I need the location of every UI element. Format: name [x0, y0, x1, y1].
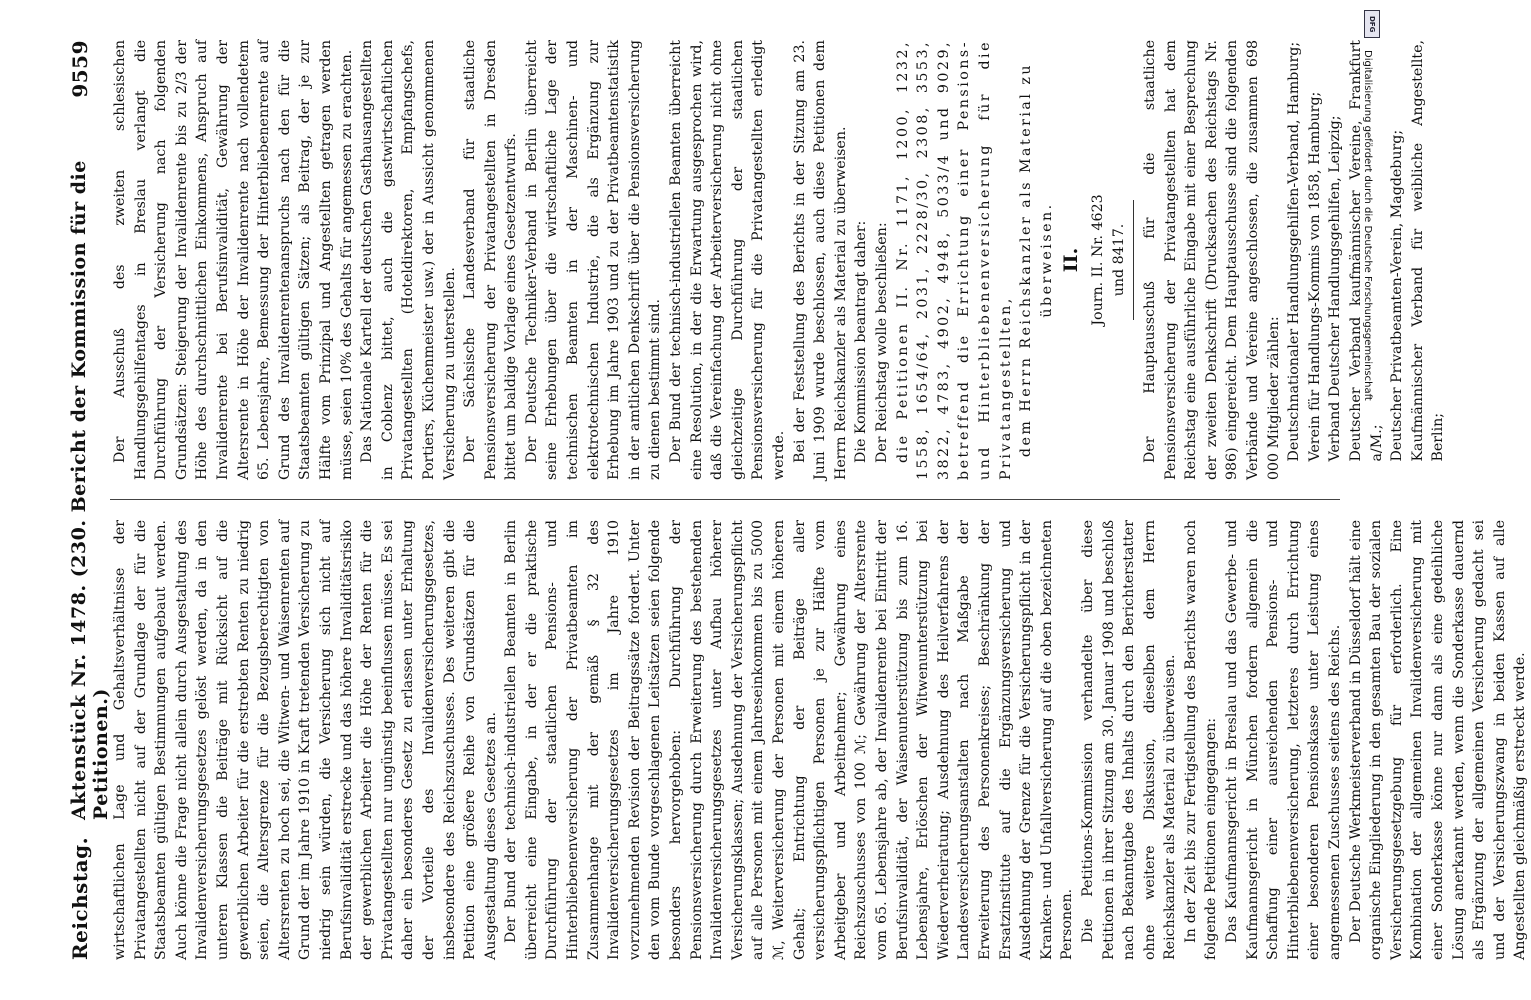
paragraph: Der Hauptausschuß für die staatliche Pensionsversicherung der Privatangestellten hat dem Reichstag eine ausführliche Eingabe mit einer Besprechung der zweiten Denkschrift (Drucksachen des Reichstags Nr. 986) eingereicht. Dem Hauptausschusse sind die folgenden Verbände und Vereine angeschlossen, die zusammen 698 000 Mitglieder zählen:: [1142, 40, 1282, 480]
journal-ref-1: Journ. II. Nr. 4623: [1089, 194, 1106, 326]
paragraph: Der Sächsische Landesverband für staatliche Pensionsversicherung der Privatangestellten in Dresden bittet um baldige Vorlage eines Gesetzentwurfs.: [462, 40, 520, 480]
journal-ref-2: und 8417.: [1110, 223, 1127, 297]
running-head: [60, 40, 112, 960]
paragraph: Der Deutsche Techniker-Verband in Berlin überreicht seine Erhebungen über die wirtschaftliche Lage der technischen Beamten in der Maschinen- und elektrotechnischen Industrie, die als Ergänzung zur Erhebung im Jahre 1903 und zu der Privatbeamtenstatistik in der amtlichen Denkschrift über die Pensionsversicherung zu dienen bestimmt sind.: [523, 40, 664, 480]
list-item: Deutscher Verband kaufmännischer Vereine, Frankfurt a/M.;: [1348, 40, 1385, 462]
list-item: Deutschnationaler Handlungsgehilfen-Verband, Hamburg;: [1286, 41, 1303, 462]
list-item: Kaufmännischer Verband für weibliche Angestellte, Berlin;: [1409, 40, 1447, 462]
paragraph: Bei der Feststellung des Berichts in der Sitzung am 23. Juni 1909 wurde beschlossen, auch diese Petitionen dem Herrn Reichskanzler als Material zu überweisen.: [791, 40, 849, 480]
motion-intro: Der Reichstag wolle beschließen:: [873, 222, 890, 463]
section-rule: [1133, 200, 1134, 320]
paragraph: Der Bund der technisch-industriellen Beamten in Berlin überreicht eine Eingabe, in der er die praktische Durchführung der staatlichen Pensions- und Hinterbliebenenversicherung der Privatbeamten im Zusammenhange mit der gemäß § 32 des Invalidenversicherungsgesetzes im Jahre 1910 vorzunehmenden Revision der Beitragssätze fordert. Unter den vom Bunde vorgeschlagenen Leitsätzen seien folgende besonders hervorgehoben: Durchführung der Pensionsversicherung durch Erweiterung des bestehenden Invalidenversicherungsgesetzes unter Aufbau höherer Versicherungsklassen; Ausdehnung der Versicherungspflicht auf alle Personen mit einem Jahreseinkommen bis zu 5000 ℳ, Weiterversicherung der Personen mit einem höheren Gehalt; Entrichtung der Beiträge aller versicherungspflichtigen Personen je zur Hälfte vom Arbeitgeber und Arbeitnehmer; Gewährung eines Reichszuschusses von 100 ℳ; Gewährung der Altersrente vom 65. Lebensjahre ab, der Invalidenrente bei Eintritt der Berufsinvalidität, der Waisenunterstützung bis zum 16. Lebensjahre, Erlöschen der Witwenunterstützung bei Wiederverheiratung; Ausdehnung des Heilverfahrens der Landesversicherungsanstalten nach Maßgabe der Erweiterung des Personenkreises; Beschränkung der Ersatzinstitute auf die Ergänzungsversicherung und Ausdehnung der Grenze für die Versicherungspflicht in der Kranken- und Unfallversicherung auf die oben bezeichneten Personen.: [503, 520, 1076, 960]
paragraph: Die Petitions-Kommission verhandelte über diese Petitionen in ihrer Sitzung am 30. Januar 1908 und beschloß nach Bekanntgabe des Inhalts durch den Berichterstatter ohne weitere Diskussion, dieselben dem Herrn Reichskanzler als Material zu überweisen.: [1079, 520, 1179, 960]
list-item: Verband Deutscher Handlungsgehilfen, Leipzig;: [1327, 115, 1344, 462]
paragraph: Das Nationale Kartell der deutschen Gasthausangestellten in Coblenz bittet, auch die gastwirtschaftlichen Privatangestellten (Hoteldirektoren, Empfangschefs, Portiers, Küchenmeister usw.) der in Aussicht genommenen Versicherung zu unterstellen.: [359, 40, 458, 480]
paragraph: In der Zeit bis zur Fertigstellung des Berichts waren noch folgende Petitionen eingegangen:: [1182, 520, 1220, 960]
paragraph: Der Bund der technisch-industriellen Beamten überreicht eine Resolution, in der die Erwartung ausgesprochen wird, daß die Vereinfachung der Arbeiterversicherung nicht ohne gleichzeitige Durchführung der staatlichen Pensionsversicherung für die Privatangestellten erledigt werde.: [668, 40, 787, 480]
section-numeral: II.: [1060, 247, 1083, 273]
list-item: Verein für Handlungs-Kommis von 1858, Hamburg;: [1306, 91, 1323, 462]
digitization-note-text: Digitalisierung gefördert durch die Deutsche Forschungsgemeinschaft: [1362, 50, 1373, 401]
paragraph: Der Ausschuß des zweiten schlesischen Handlungsgehilfentages in Breslau verlangt die Durchführung der Versicherung nach folgenden Grundsätzen: Steigerung der Invalidenrente bis zu 2/3 der Höhe des durchschnittlichen Einkommens, Anspruch auf Invalidenrente bei Berufsinvalidität, Gewährung der Altersrente in Höhe der Invalidenrente nach vollendetem 65. Lebensjahre, Bemessung der Hinterbliebenenrente auf Grund des Invalidenrentenanspruchs nach den für die Staatsbeamten gültigen Sätzen; als Beitrag, der je zur Hälfte vom Prinzipal und Angestellten getragen werden müsse, seien 10% des Gehalts für angemessen zu erachten.: [112, 40, 355, 480]
digitization-note: [1359, 10, 1377, 990]
column-divider: [110, 499, 1340, 500]
paragraph: Der Deutsche Werkmeisterverband in Düsseldorf hält eine organische Eingliederung in den gesamten Bau der sozialen Versicherungsgesetzgebung für erforderlich. Eine Kombination der allgemeinen Invalidenversicherung mit einer Sonderkasse könne nur dann als eine gedeihliche Lösung anerkannt werden, wenn die Sonderkasse dauernd als Ergänzung der allgemeinen Versicherung gedacht sei und der Versicherungszwang in beiden Kassen auf alle Angestellten gleichmäßig erstreckt werde.: [1347, 520, 1529, 960]
left-column: [110, 520, 1531, 960]
page-number: 9559: [68, 40, 92, 98]
paragraph: wirtschaftlichen Lage und Gehaltsverhältnisse der Privatangestellten nicht auf der Grundlage der für die Staatsbeamten gültigen Bestimmungen aufgebaut werden. Auch könne die Frage nicht allein durch Ausgestaltung des Invalidenversicherungsgesetzes gelöst werden, da in den unteren Klassen die Beiträge mit Rücksicht auf die gewerblichen Arbeiter für die erstrebten Renten zu niedrig seien, die Altersgrenze für die Bezugsberechtigten von Altersrenten zu hoch sei, die Witwen- und Waisenrenten auf Grund der im Jahre 1910 in Kraft tretenden Versicherung zu niedrig sein würden, die Versicherung sich nicht auf Berufsinvalidität erstrecke und das höhere Invaliditätsrisiko der gewerblichen Arbeiter die Höhe der Renten für die Privatangestellten nur ungünstig beeinflussen müsse. Es sei daher ein besonderes Gesetz zu erlassen unter Erhaltung der Vorteile des Invalidenversicherungsgesetzes, insbesondere des Reichszuschusses. Des weiteren gibt die Petition eine größere Reihe von Grundsätzen für die Ausgestaltung dieses Gesetzes an.: [112, 520, 499, 960]
motion-close: dem Herrn Reichskanzler als Material zu überweisen.: [1018, 62, 1055, 458]
paragraph: Das Kaufmannsgericht in Breslau und das Gewerbe- und Kaufmannsgericht in München fordern allgemein die Schaffung einer ausreichenden Pensions- und Hinterbliebenenversicherung, letzteres durch Errichtung einer besonderen Pensionskasse unter Leistung eines angemessenen Zuschusses seitens des Reichs.: [1224, 520, 1344, 960]
header-left: Reichstag.: [68, 836, 92, 960]
logo-text: DFG: [1368, 15, 1376, 33]
right-column: [110, 40, 1449, 480]
header-title: Aktenstück Nr. 1478. (230. Bericht der Kommission für die Petitionen.): [68, 160, 112, 820]
list-item: Deutscher Privatbeamten-Verein, Magdeburg;: [1389, 129, 1406, 462]
motion-text: die Petitionen II. Nr. 1171, 1200, 1232, 1558, 1654/64, 2031, 2228/30, 2308, 3553, 3822, 4783, 4902, 4948, 5033/4 und 9029, betreffend die Errichtung einer Pensions- und Hinterbliebenenversicherung für die Privatangestellten,: [894, 40, 1014, 480]
paragraph: Die Kommission beantragt daher:: [853, 220, 870, 463]
